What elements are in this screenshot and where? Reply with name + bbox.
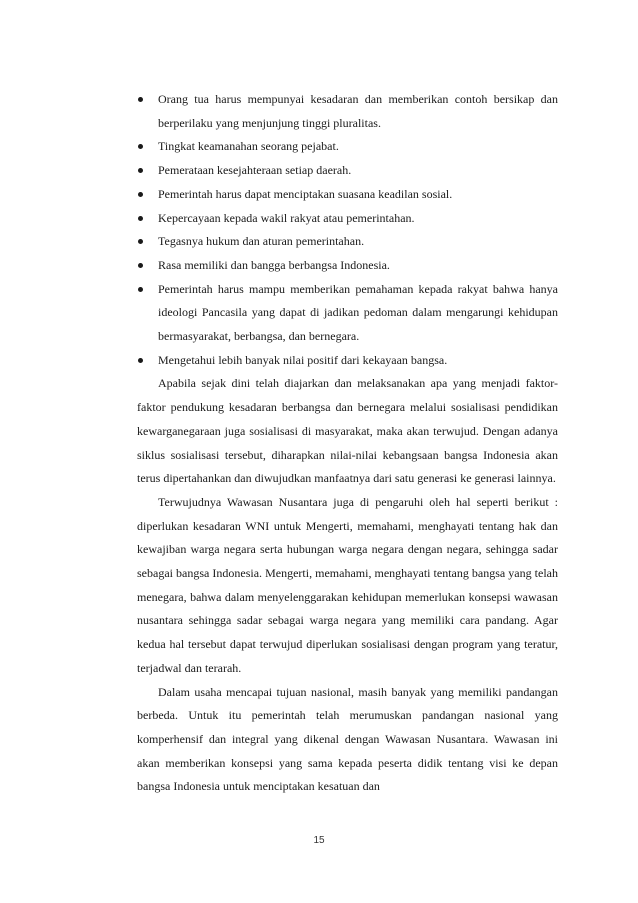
page-number: 15 xyxy=(313,835,325,846)
bullet-dot-icon xyxy=(138,263,143,268)
bullet-text: Pemerintah harus mampu memberikan pemahaman kepada rakyat bahwa hanya ideologi Pancasila yang dapat di jadikan pedoman dalam mengarungi kehidupan bermasyarakat, berbangsa, dan bernegara. xyxy=(158,281,558,344)
bullet-text: Pemerataan kesejahteraan setiap daerah. xyxy=(158,163,352,178)
bullet-item xyxy=(137,349,558,373)
bullet-list xyxy=(137,88,558,372)
bullet-dot-icon xyxy=(138,192,143,197)
bullet-text: Kepercayaan kepada wakil rakyat atau pemerintahan. xyxy=(158,210,415,225)
bullet-item xyxy=(137,207,558,231)
bullet-item xyxy=(137,159,558,183)
bullet-text: Pemerintah harus dapat menciptakan suasana keadilan sosial. xyxy=(158,186,453,201)
bullet-item xyxy=(137,88,558,135)
bullet-dot-icon xyxy=(138,97,143,102)
bullet-dot-icon xyxy=(138,358,143,363)
bullet-dot-icon xyxy=(138,287,143,292)
bullet-item xyxy=(137,254,558,278)
paragraph: Terwujudnya Wawasan Nusantara juga di pengaruhi oleh hal seperti berikut : diperlukan kesadaran WNI untuk Mengerti, memahami, menghayati tentang hak dan kewajiban warga negara serta hubungan warga negara dengan negara, sehingga sadar sebagai bangsa Indonesia. Mengerti, memahami, menghayati tentang bangsa yang telah menegara, bahwa dalam menyelenggarakan kehidupan memerlukan konsepsi wawasan nusantara sehingga sadar sebagai warga negara yang memiliki cara pandang. Agar kedua hal tersebut dapat terwujud diperlukan sosialisasi dengan program yang teratur, terjadwal dan terarah. xyxy=(137,494,558,675)
bullet-text: Orang tua harus mempunyai kesadaran dan memberikan contoh bersikap dan berperilaku yang menjunjung tinggi pluralitas. xyxy=(158,92,558,130)
bullet-item xyxy=(137,278,558,349)
bullet-dot-icon xyxy=(138,144,143,149)
bullet-item xyxy=(137,230,558,254)
bullet-dot-icon xyxy=(138,168,143,173)
paragraph: Dalam usaha mencapai tujuan nasional, masih banyak yang memiliki pandangan berbeda. Untuk itu pemerintah telah merumuskan pandangan nasional yang komperhensif dan integral yang dikenal dengan Wawasan Nusantara. Wawasan ini akan memberikan konsepsi yang sama kepada peserta didik tentang visi ke depan bangsa Indonesia untuk menciptakan kesatuan dan xyxy=(137,684,558,794)
bullet-text: Tingkat keamanahan seorang pejabat. xyxy=(158,139,339,154)
paragraph: Apabila sejak dini telah diajarkan dan melaksanakan apa yang menjadi faktor-faktor pendukung kesadaran berbangsa dan bernegara melalui sosialisasi pendidikan kewarganegaraan juga sosialisasi di masyarakat, maka akan terwujud. Dengan adanya siklus sosialisasi tersebut, diharapkan nilai-nilai kebangsaan bangsa Indonesia akan terus dipertahankan dan diwujudkan manfaatnya dari satu generasi ke generasi lainnya. xyxy=(137,376,558,486)
page-body xyxy=(137,88,558,799)
bullet-dot-icon xyxy=(138,239,143,244)
bullet-dot-icon xyxy=(138,216,143,221)
bullet-item xyxy=(137,135,558,159)
bullet-item xyxy=(137,183,558,207)
bullet-text: Tegasnya hukum dan aturan pemerintahan. xyxy=(158,234,365,249)
bullet-text: Rasa memiliki dan bangga berbangsa Indonesia. xyxy=(158,257,390,272)
bullet-text: Mengetahui lebih banyak nilai positif dari kekayaan bangsa. xyxy=(158,352,448,367)
